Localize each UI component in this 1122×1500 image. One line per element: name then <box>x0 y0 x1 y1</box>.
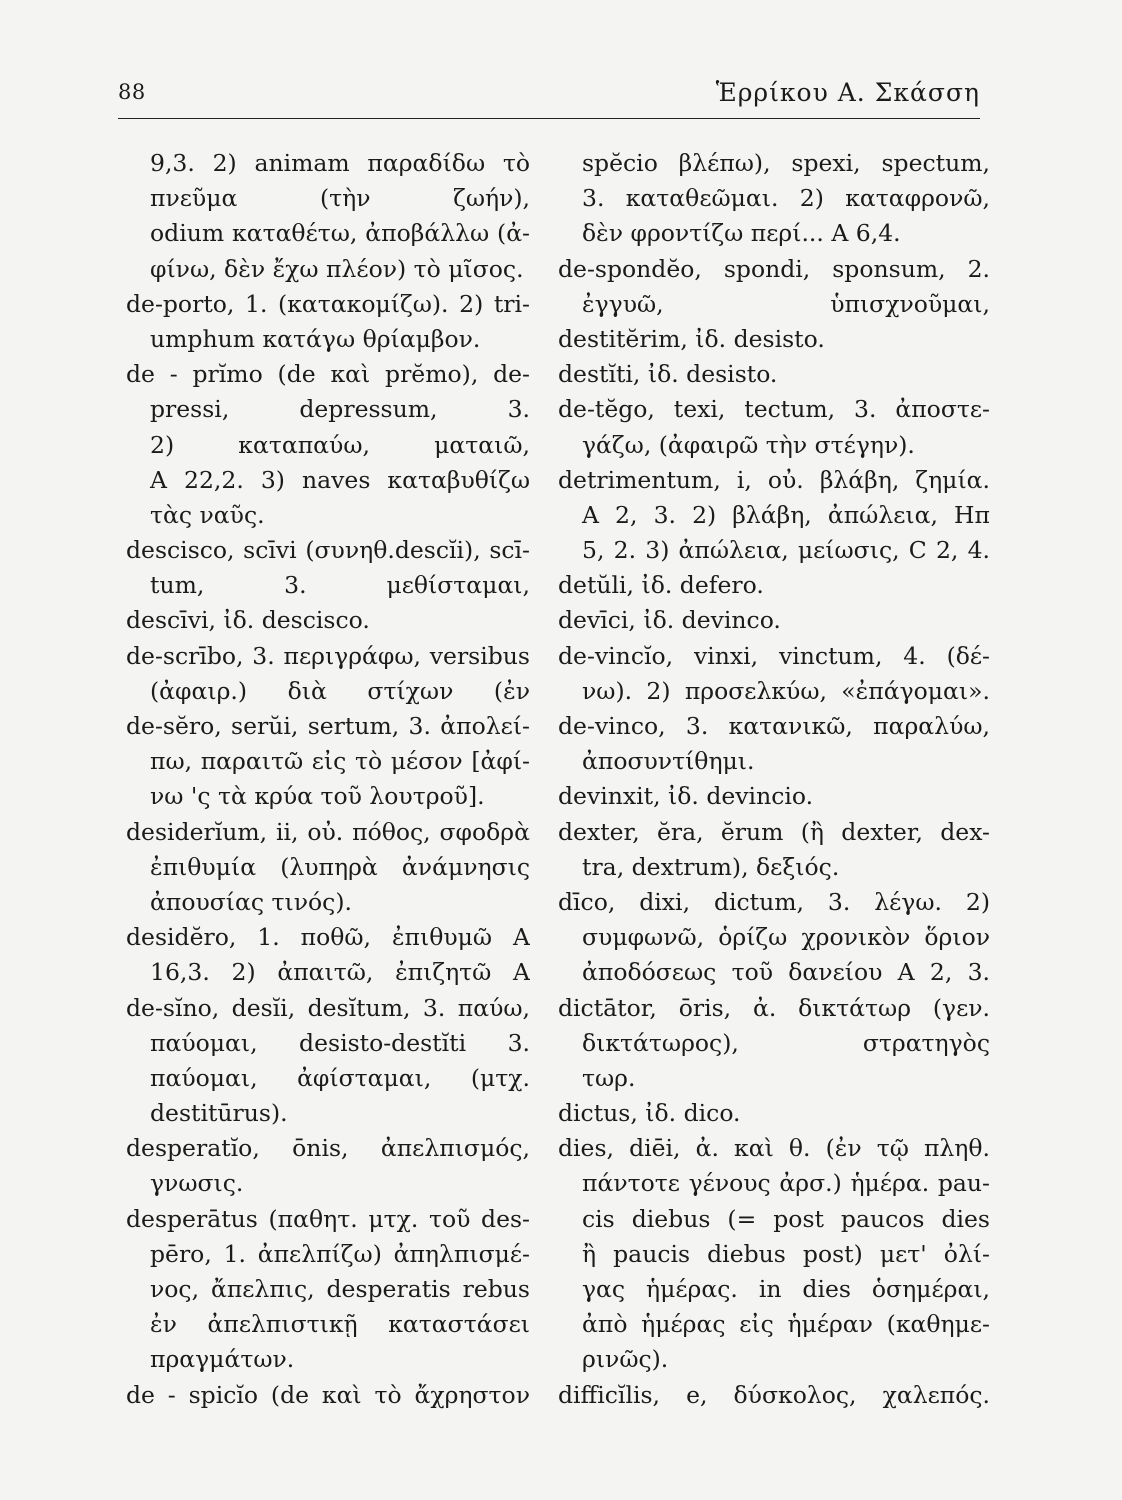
entry-headword-line: dictātor, ōris, ἀ. δικτάτωρ (γεν. <box>558 993 990 1022</box>
entry-headword-line: devinxit, ἰδ. devincio. <box>558 782 814 811</box>
entry-headword-line: destitĕrim, ἰδ. desisto. <box>558 324 825 353</box>
entry-continuation-line: ἀπουσίας τινός). <box>150 887 352 916</box>
entry-headword-line: destĭti, ἰδ. desisto. <box>558 360 778 389</box>
entry-headword-line: desiderĭum, ii, οὐ. πόθος, σφοδρὰ <box>126 817 530 846</box>
entry-continuation-line: φίνω, δὲν ἔχω πλέον) τὸ μῖσος. <box>150 254 524 283</box>
left-column <box>126 146 530 1413</box>
entry-headword-line: de-vinco, 3. κατανικῶ, παραλύω, <box>558 712 990 740</box>
entry-headword-line: dexter, ĕra, ĕrum (ἢ dexter, dex- <box>558 817 990 846</box>
entry-headword-line: desperātus (παθητ. μτχ. τοῦ des- <box>126 1204 530 1233</box>
entry-headword-line: de-vincĭo, vinxi, vinctum, 4. (δέ- <box>558 641 990 670</box>
entry-headword-line: dies, diēi, ἀ. καὶ θ. (ἐν τῷ πληθ. <box>558 1134 990 1163</box>
entry-headword-line: de-sĭno, desĭi, desĭtum, 3. παύω, <box>126 993 530 1022</box>
entry-headword-line: dīco, dixi, dictum, 3. λέγω. 2) <box>558 887 990 916</box>
entry-continuation-line: spĕcio βλέπω), spexi, spectum, <box>582 149 990 177</box>
entry-continuation-line: συμφωνῶ, ὁρίζω χρονικὸν ὅριον <box>582 923 990 952</box>
entry-headword-line: descisco, scīvi (συνηθ.descĭi), scī- <box>126 536 530 565</box>
entry-headword-line: desidĕro, 1. ποθῶ, ἐπιθυμῶ Α <box>126 923 530 952</box>
entry-continuation-line: ἐν ἀπελπιστικῇ καταστάσει <box>150 1310 530 1339</box>
entry-continuation-line: ρινῶς). <box>582 1345 669 1374</box>
entry-continuation-line: δὲν φροντίζω περί... Α 6,4. <box>582 219 901 248</box>
entry-continuation-line: tra, dextrum), δεξιός. <box>582 852 840 881</box>
entry-continuation-line: ἐγγυῶ, ὑπισχνοῦμαι, <box>582 289 990 318</box>
entry-continuation-line: Α 2, 3. 2) βλάβη, ἀπώλεια, Ηπ <box>582 500 990 529</box>
entry-continuation-line: ἀπὸ ἡμέρας εἰς ἡμέραν (καθημε- <box>582 1310 990 1339</box>
right-column <box>558 146 990 1413</box>
entry-headword-line: de-spondĕo, spondi, sponsum, 2. <box>558 254 990 283</box>
running-head: Ἑρρίκου Α. Σκάσση <box>715 78 980 107</box>
entry-continuation-line: odium καταθέτω, ἀποβάλλω (ἀ- <box>150 219 530 248</box>
entry-continuation-line: νω). 2) προσελκύω, «ἐπάγομαι». <box>582 676 990 705</box>
entry-continuation-line: παύομαι, ἀφίσταμαι, (μτχ. <box>150 1063 530 1092</box>
entry-continuation-line: τὰς ναῦς. <box>150 500 265 529</box>
entry-continuation-line: παύομαι, desisto-destĭti 3. <box>150 1028 530 1057</box>
entry-headword-line: dictus, ἰδ. dico. <box>558 1099 741 1128</box>
entry-headword-line: descīvi, ἰδ. descisco. <box>126 606 370 635</box>
entry-headword-line: de - prĭmo (de καὶ prĕmo), de- <box>126 360 530 389</box>
entry-headword-line: devīci, ἰδ. devinco. <box>558 606 781 635</box>
entry-continuation-line: (ἀφαιρ.) διὰ στίχων (ἐν <box>150 676 530 705</box>
entry-continuation-line: νος, ἄπελπις, desperatis rebus <box>150 1275 530 1303</box>
entry-continuation-line: πραγμάτων. <box>150 1345 295 1374</box>
page-number: 88 <box>118 80 146 104</box>
entry-continuation-line: 5, 2. 3) ἀπώλεια, μείωσις, C 2, 4. <box>582 536 990 565</box>
entry-continuation-line: γας ἡμέρας. in dies ὁσημέραι, <box>582 1275 990 1303</box>
entry-continuation-line: 9,3. 2) animam παραδίδω τὸ <box>150 149 530 177</box>
entry-headword-line: de-scrībo, 3. περιγράφω, versibus <box>126 641 530 670</box>
entry-continuation-line: Α 22,2. 3) naves καταβυθίζω <box>150 465 530 494</box>
entry-headword-line: de - spicĭo (de καὶ τὸ ἄχρηστον <box>126 1380 530 1409</box>
entry-headword-line: detrimentum, i, οὐ. βλάβη, ζημία. <box>558 465 990 494</box>
entry-headword-line: de-tĕgo, texi, tectum, 3. ἀποστε- <box>558 395 990 424</box>
entry-continuation-line: γάζω, (ἀφαιρῶ τὴν στέγην). <box>582 430 915 459</box>
entry-continuation-line: pēro, 1. ἀπελπίζω) ἀπηλπισμέ- <box>150 1239 530 1268</box>
entry-continuation-line: τωρ. <box>582 1063 636 1092</box>
entry-continuation-line: 16,3. 2) ἀπαιτῶ, ἐπιζητῶ Α <box>150 958 530 987</box>
entry-continuation-line: ἀποσυντίθημι. <box>582 747 755 776</box>
entry-continuation-line: γνωσις. <box>150 1169 244 1198</box>
entry-headword-line: de-sĕro, serŭi, sertum, 3. ἀπολεί- <box>126 712 530 740</box>
entry-continuation-line: πω, παραιτῶ εἰς τὸ μέσον [ἀφί- <box>150 747 530 776</box>
header-rule <box>118 118 980 119</box>
entry-continuation-line: pressi, depressum, 3. <box>150 395 530 424</box>
entry-continuation-line: δικτάτωρος), στρατηγὸς <box>582 1028 990 1057</box>
entry-continuation-line: ἐπιθυμία (λυπηρὰ ἀνάμνησις <box>150 852 530 881</box>
entry-continuation-line: 3. καταθεῶμαι. 2) καταφρονῶ, <box>582 184 990 213</box>
entry-continuation-line: cis diebus (= post paucos dies <box>582 1204 990 1233</box>
entry-headword-line: de-porto, 1. (κατακομίζω). 2) tri- <box>126 289 530 318</box>
entry-continuation-line: πάντοτε γένους ἀρσ.) ἡμέρα. pau- <box>582 1169 990 1198</box>
entry-headword-line: detŭli, ἰδ. defero. <box>558 571 764 600</box>
entry-continuation-line: πνεῦμα (τὴν ζωήν), <box>150 184 530 213</box>
entry-continuation-line: umphum κατάγω θρίαμβον. <box>150 324 481 353</box>
entry-continuation-line: destitūrus). <box>150 1099 288 1128</box>
entry-headword-line: difficĭlis, e, δύσκολος, χαλεπός. <box>558 1380 990 1409</box>
entry-continuation-line: 2) καταπαύω, ματαιῶ, <box>150 430 530 459</box>
entry-continuation-line: ἀποδόσεως τοῦ δανείου Α 2, 3. <box>582 958 990 987</box>
entry-continuation-line: ἢ paucis diebus post) μετ' ὀλί- <box>582 1239 990 1268</box>
entry-continuation-line: νω 'ς τὰ κρύα τοῦ λουτροῦ]. <box>150 782 485 811</box>
entry-headword-line: desperatĭo, ōnis, ἀπελπισμός, <box>126 1134 530 1163</box>
entry-continuation-line: tum, 3. μεθίσταμαι, <box>150 571 530 600</box>
